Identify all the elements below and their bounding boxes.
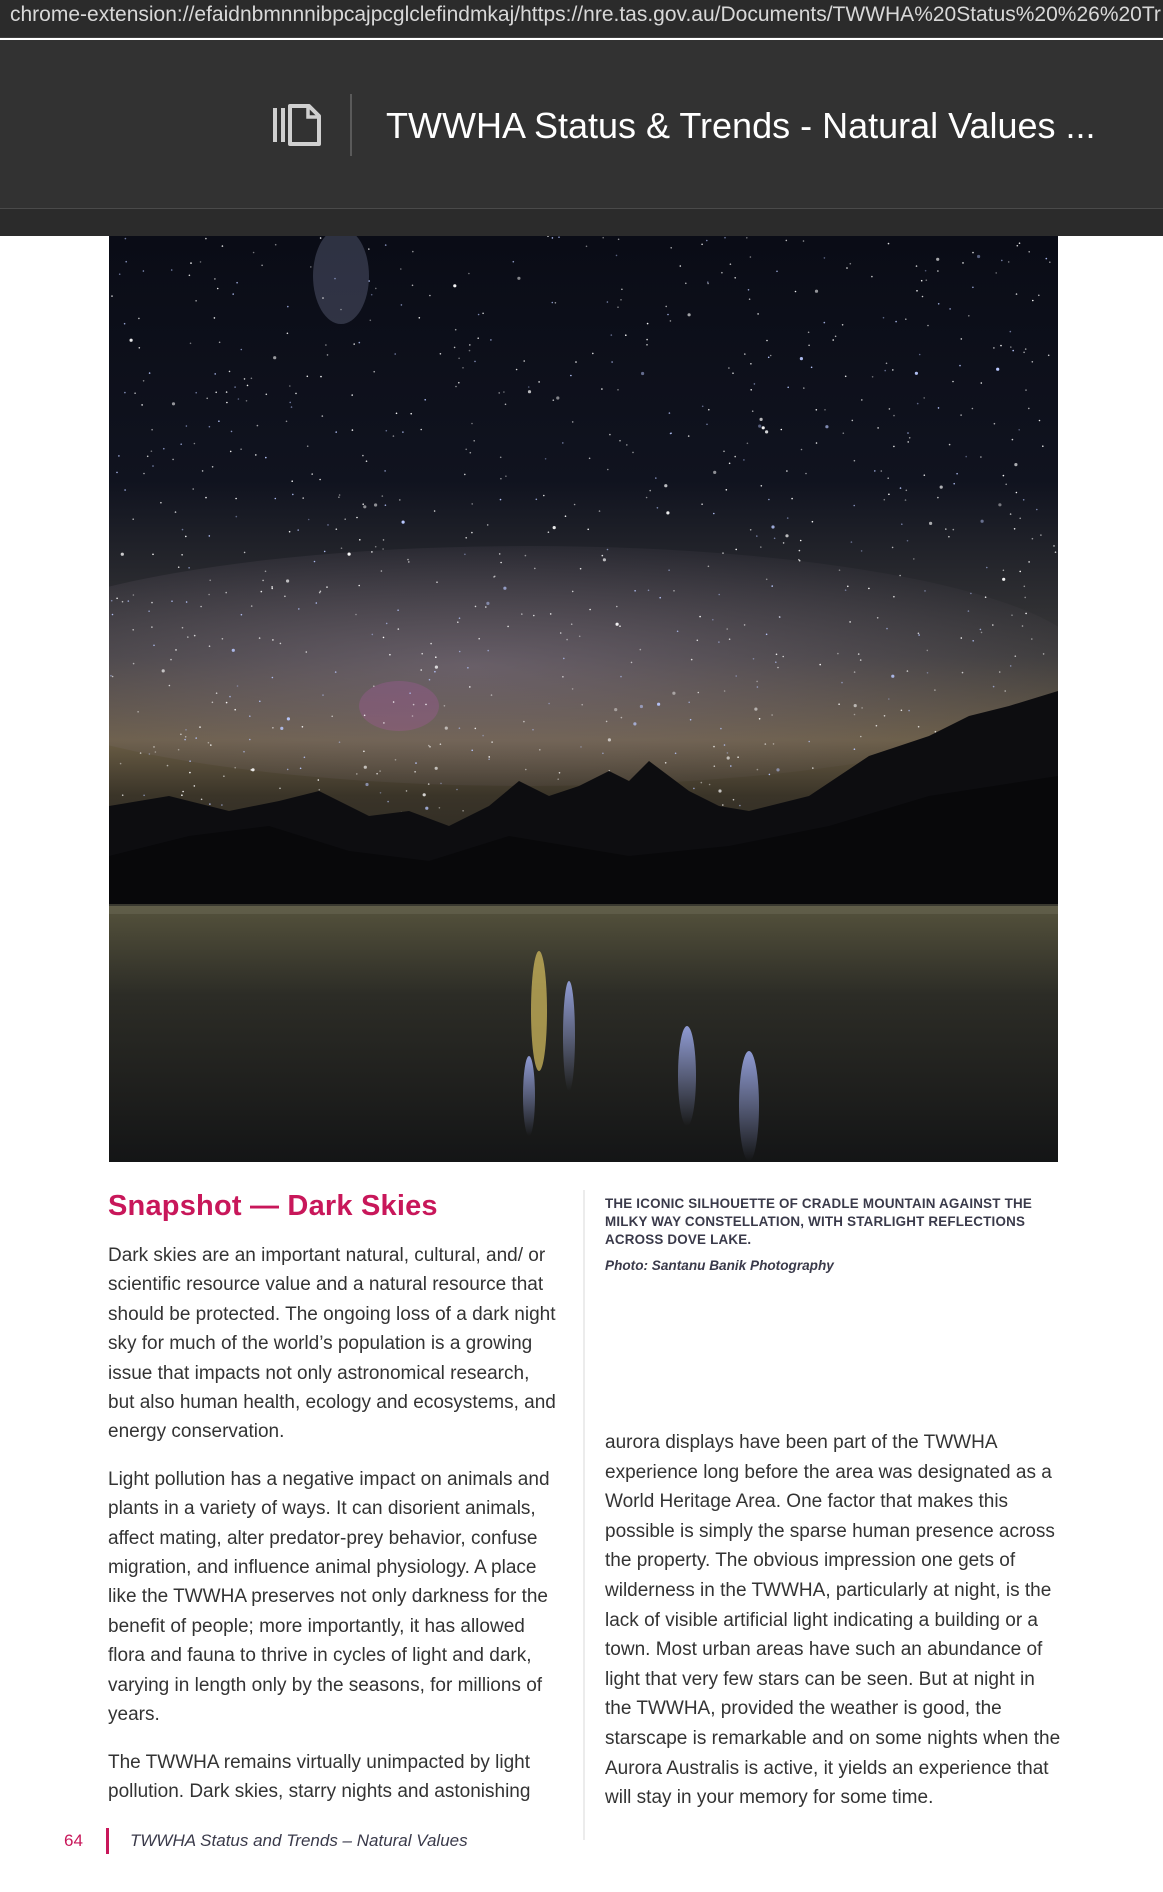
right-column-paragraph: aurora displays have been part of the TWWHA experience long before the area was designated as a World Heritage Area. One factor that makes this possible is simply the sparse human presence across the property. The obvious impression one gets of wilderness in the TWWHA, particularly at night, is the lack of visible artificial light indicating a building or a town. Most urban areas have such an abundance of light that very few stars can be seen. But at night in the TWWHA, provided the weather is good, the starscape is remarkable and on some nights when the Aurora Australis is active, it yields an experience that will stay in your memory for some time. (605, 1432, 1061, 1809)
viewer-background (0, 209, 1163, 236)
snapshot-heading: Snapshot — Dark Skies (108, 1190, 438, 1222)
photo-credit: Photo: Santanu Banik Photography (605, 1258, 834, 1273)
document-reader-icon[interactable] (271, 100, 323, 150)
body-paragraph: Dark skies are an important natural, cultural, and/ or scientific resource value and a natural resource that should be protected. The ongoing loss of a dark night sky for much of the world’s population is a growing issue that impacts not only astronomical research, but also human health, ecology and ecosystems, and energy conservation. (108, 1245, 556, 1443)
running-title: TWWHA Status and Trends – Natural Values (130, 1831, 468, 1850)
footer-divider (106, 1828, 109, 1854)
document-title: TWWHA Status & Trends - Natural Values ... (386, 105, 1096, 146)
body-paragraph: The TWWHA remains virtually unimpacted by light pollution. Dark skies, starry nights and astonishing (108, 1751, 531, 1802)
photo-caption: THE ICONIC SILHOUETTE OF CRADLE MOUNTAIN AGAINST THE MILKY WAY CONSTELLATION, WITH STARLIGHT REFLECTIONS ACROSS DOVE LAKE. (605, 1196, 1032, 1247)
cradle-mountain-night-photo (109, 236, 1058, 1162)
column-divider (583, 1190, 585, 1840)
address-bar[interactable]: chrome-extension://efaidnbmnnnibpcajpcglclefindmkaj/https://nre.tas.gov.au/Documents/TWWHA%20Status%20%26%20Tr (0, 0, 1163, 38)
toolbar-divider (350, 94, 352, 156)
left-column (108, 1190, 558, 1824)
body-paragraph: Light pollution has a negative impact on animals and plants in a variety of ways. It can disorient animals, affect mating, alter predator-prey behavior, confuse migration, and influence animal physiology. A place like the TWWHA preserves not only darkness for the benefit of people; more importantly, it has allowed flora and fauna to thrive in cycles of light and dark, varying in length only by the seasons, for millions of years. (108, 1468, 550, 1726)
page-number: 64 (64, 1831, 83, 1850)
